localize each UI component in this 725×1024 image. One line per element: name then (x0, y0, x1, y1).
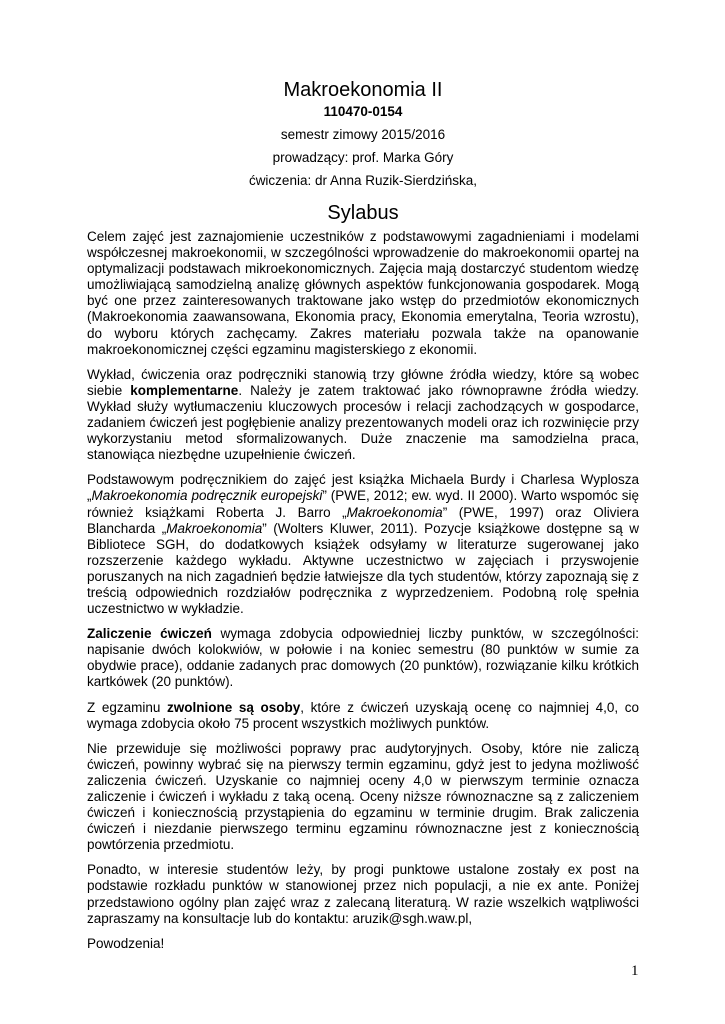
paragraph-exemption (87, 700, 639, 732)
text-run: . Należy je zatem traktować jako równoprawne źródła wiedzy. Wykład służy wytłumaczeniu kluczowych procesów i relacji zachodzących w gospodarce, zadaniem ćwiczeń jest pogłębienie analizy prezentowanych modeli oraz ich rozwinięcie przy wykorzystaniu metod sformalizowanych. Duże znaczenie ma samodzielna praca, stanowiąca niezbędne uzupełnienie ćwiczeń. (87, 382, 639, 463)
section-title: Sylabus (327, 202, 399, 224)
page-number: 1 (631, 963, 639, 979)
course-code: 110470-0154 (323, 104, 403, 119)
text-run: , które z ćwiczeń uzyskają ocenę co najmniej 4,0, co wymaga zdobycia około 75 procent wszystkich możliwych punktów. (87, 699, 639, 731)
italic-run: Makroekonomia (166, 520, 263, 536)
italic-run: Makroekonomia podręcznik europejski (91, 488, 323, 504)
paragraph-passing (87, 626, 639, 690)
text-run: ” (PWE, 1997) oraz Oliviera Blancharda „ (87, 504, 639, 536)
text-run: wymaga zdobycia odpowiedniej liczby punktów, w szczególności: napisanie dwóch kolokwiów, w połowie i na koniec semestru (80 punktów w sumie za obydwie prace), oddanie zadanych prac domowych (20 punktów), rozwiązanie kilku krótkich kartkówek (20 punktów). (87, 626, 639, 690)
paragraph-retakes: Nie przewiduje się możliwości poprawy prac audytoryjnych. Osoby, które nie zaliczą ćwiczeń, powinny wybrać się na pierwszy termin egzaminu, gdyż jest to jedyna możliwość zaliczenia ćwiczeń. Uzyskanie co najmniej oceny 4,0 w pierwszym terminie oznacza zaliczenie i ćwiczeń i wykładu z taką oceną. Oceny niższe równoznaczne są z zaliczeniem ćwiczeń i koniecznością przystąpienia do egzaminu w terminie drugim. Brak zaliczenia ćwiczeń i niezdanie pierwszego terminu egzaminu równoznaczne jest z koniecznością powtórzenia przedmiotu. (87, 740, 639, 853)
text-run: Podstawowym podręcznikiem do zajęć jest książka Michaela Burdy i Charlesa Wyplosza „ (87, 472, 639, 504)
document-title: Makroekonomia II (283, 79, 443, 101)
syllabus-page (87, 78, 639, 961)
semester-line: semestr zimowy 2015/2016 (280, 127, 446, 142)
paragraph-goals: Celem zajęć jest zaznajomienie uczestników z podstawowymi zagadnieniami i modelami współczesnej makroekonomii, w szczególności wprowadzenie do makroekonomii opartej na optymalizacji podstawach mikroekonomicznych. Zajęcia mają dostarczyć studentom wiedzę umożliwiającą samodzielną analizę głównych aspektów funkcjonowania gospodarek. Mogą być one przez zainteresowanych traktowane jako wstęp do przedmiotów ekonomicznych (Makroekonomia zaawansowana, Ekonomia pracy, Ekonomia emerytalna, Teoria wzrostu), do wyboru których zachęcamy. Zakres materiału pozwala także na opanowanie makroekonomicznej części egzaminu magisterskiego z ekonomii. (87, 229, 639, 357)
italic-run: Makroekonomia (346, 504, 443, 520)
paragraph-thresholds: Ponadto, w interesie studentów leży, by progi punktowe ustalone zostały ex post na podstawie rozkładu punktów w stanowionej przez nich populacji, a nie ex ante. Poniżej przedstawiono ogólny plan zajęć wraz z zalecaną literaturą. W razie wszelkich wątpliwości zapraszamy na konsultacje lub do kontaktu: aruzik@sgh.waw.pl, (87, 862, 639, 926)
bold-run: zwolnione są osoby (167, 699, 301, 715)
text-run: ” (PWE, 2012; ew. wyd. II 2000). Warto wspomóc się również książkami Roberta J. Barro „ (87, 488, 639, 520)
text-run: ” (Wolters Kluwer, 2011). Pozycje książkowe dostępne są w Bibliotece SGH, do dodatkowych książek odsyłamy w literaturze sugerowanej jako rozszerzenie każdego wykładu. Aktywne uczestnictwo w zajęciach i przyswojenie poruszanych na nich zagadnień będzie łatwiejsze dla tych studentów, którzy zapoznają się z treścią odpowiednich rozdziałów podręcznika z wyprzedzeniem. Podobną rolę spełnia uczestnictwo w wykładzie. (87, 520, 640, 617)
paragraph-closing: Powodzenia! (87, 935, 165, 951)
paragraph-textbooks (87, 472, 639, 617)
bold-run: komplementarne (130, 382, 239, 398)
bold-run: Zaliczenie ćwiczeń (87, 626, 212, 642)
text-run: Z egzaminu (87, 699, 168, 715)
lecturer-line: prowadzący: prof. Marka Góry (272, 150, 454, 165)
header-block (87, 78, 639, 225)
text-run: Wykład, ćwiczenia oraz podręczniki stanowią trzy główne źródła wiedzy, które są wobec siebie (87, 366, 639, 398)
exercises-line: ćwiczenia: dr Anna Ruzik-Sierdzińska, (248, 173, 478, 188)
paragraph-sources (87, 367, 639, 464)
